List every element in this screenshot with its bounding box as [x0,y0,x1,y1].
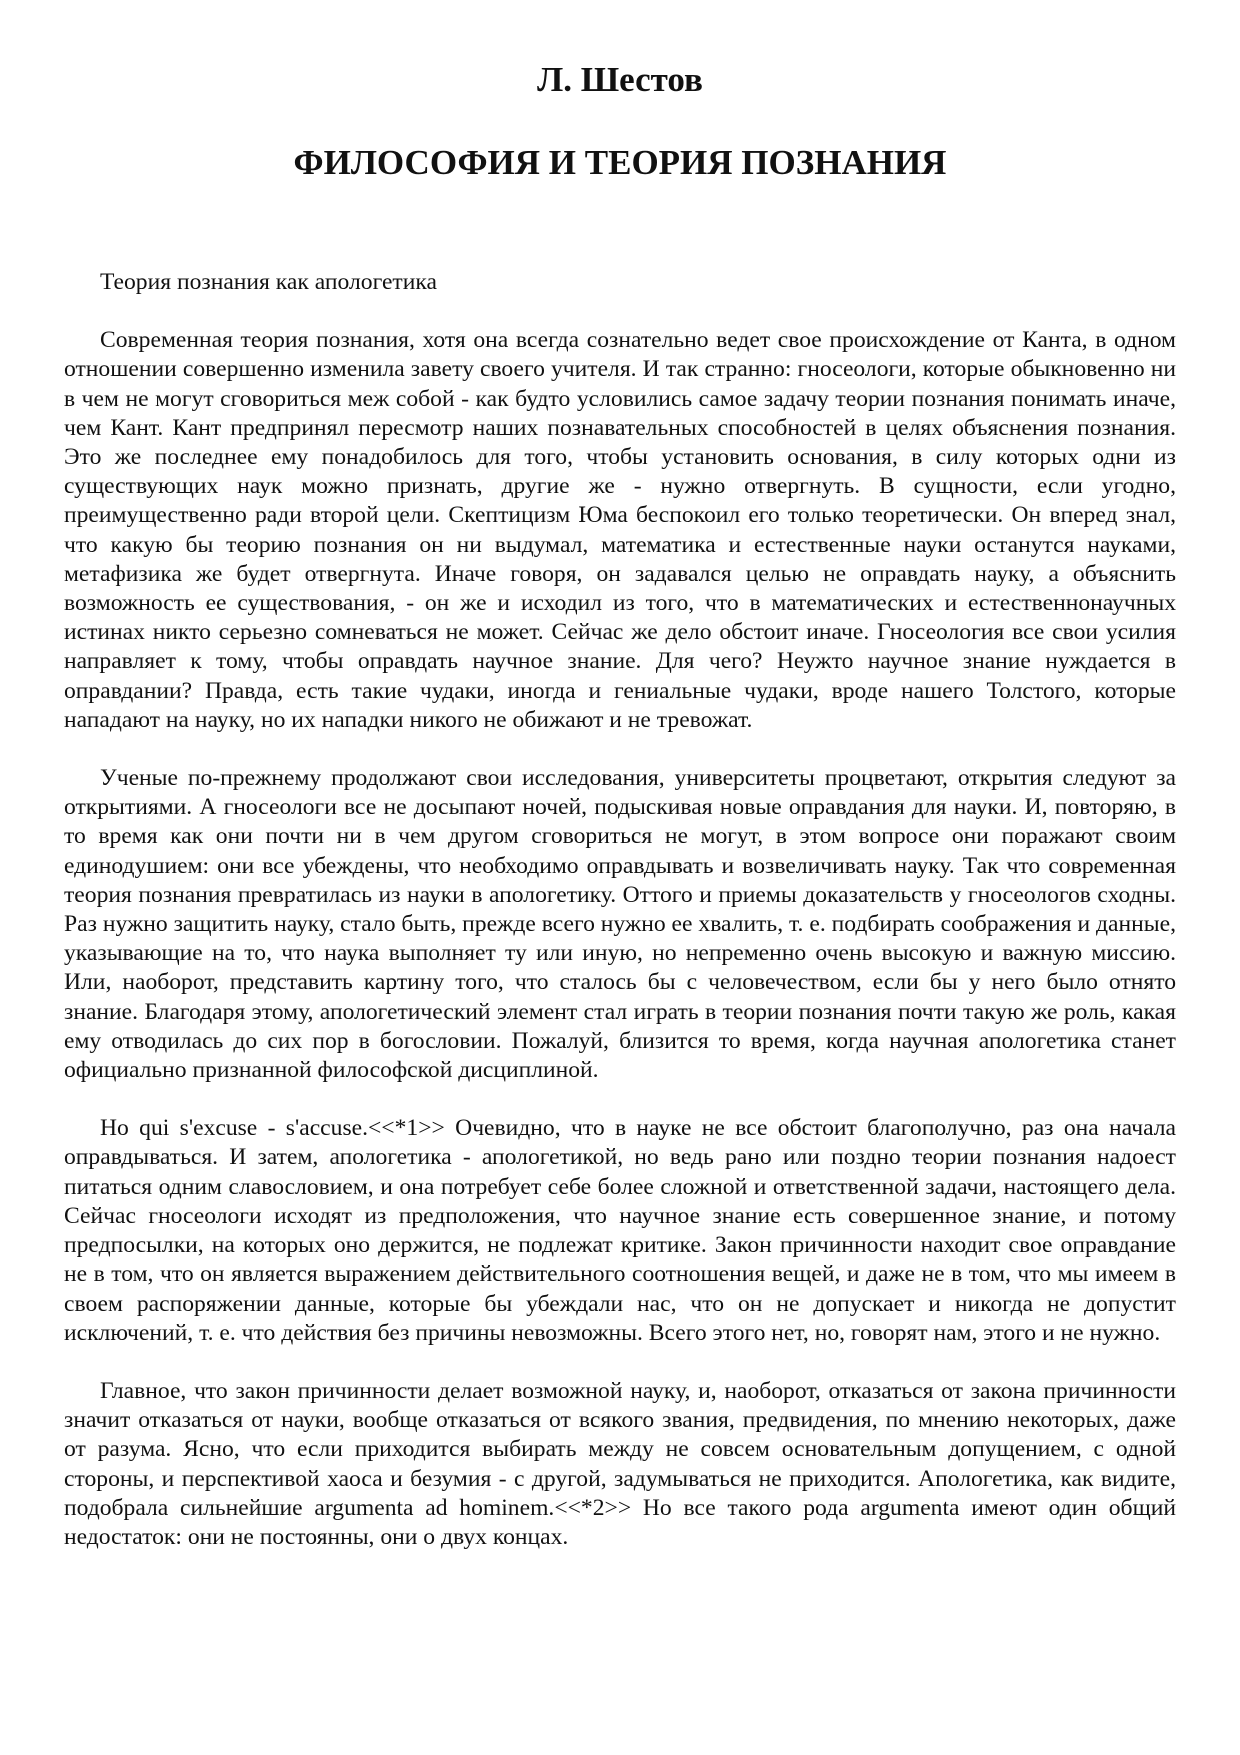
paragraph-2: Ученые по-прежнему продолжают свои исследования, университеты процветают, открытия следуют за открытиями. А гносеологи все не досыпают ночей, подыскивая новые оправдания для науки. И, повторяю, в то время как они почти ни в чем другом сговориться не могут, в этом вопросе они поражают своим единодушием: они все убеждены, что необходимо оправдывать и возвеличивать науку. Так что современная теория познания превратилась из науки в апологетику. Оттого и приемы доказательств у гносеологов сходны. Раз нужно защитить науку, стало быть, прежде всего нужно ее хвалить, т. е. подбирать соображения и данные, указывающие на то, что наука выполняет ту или иную, но непременно очень высокую и важную миссию. Или, наоборот, представить картину того, что сталось бы с человечеством, если бы у него было отнято знание. Благодаря этому, апологетический элемент стал играть в теории познания почти такую же роль, какая ему отводилась до сих пор в богословии. Пожалуй, близится то время, когда научная апологетика станет официально признанной философской дисциплиной. [64,765,1176,1084]
paragraph-3: Но qui s'excuse - s'accuse.<<*1>> Очевидно, что в науке не все обстоит благополучно, раз она начала оправдываться. И затем, апологетика - апологетикой, но ведь рано или поздно теории познания надоест питаться одним славословием, и она потребует себе более сложной и ответственной задачи, настоящего дела. Сейчас гносеологи исходят из предположения, что научное знание есть совершенное знание, и потому предпосылки, на которых оно держится, не подлежат критике. Закон причинности находит свое оправдание не в том, что он является выражением действительного соотношения вещей, и даже не в том, что мы имеем в своем распоряжении данные, которые бы убеждали нас, что он не допускает и никогда не допустит исключений, т. е. что действия без причины невозможны. Всего этого нет, но, говорят нам, этого и не нужно. [64,1115,1176,1346]
body-text [64,268,1176,1581]
paragraph-4: Главное, что закон причинности делает возможной науку, и, наоборот, отказаться от закона причинности значит отказаться от науки, вообще отказаться от всякого звания, предвидения, по мнению некоторых, даже от разума. Ясно, что если приходится выбирать между не совсем основательным допущением, с одной стороны, и перспективой хаоса и безумия - с другой, задумываться не приходится. Апологетика, как видите, подобрала сильнейшие argumenta ad hominem.<<*2>> Но все такого рода argumenta имеют один общий недостаток: они не постоянны, они о двух концах. [64,1377,1176,1550]
document-title: ФИЛОСОФИЯ И ТЕОРИЯ ПОЗНАНИЯ [293,143,947,182]
author-name: Л. Шестов [537,60,703,99]
section-subtitle: Теория познания как апологетика [100,269,437,295]
paragraph-1: Современная теория познания, хотя она всегда сознательно ведет свое происхождение от Канта, в одном отношении совершенно изменила завету своего учителя. И так странно: гносеологи, которые обыкновенно ни в чем не могут сговориться меж собой - как будто условились самое задачу теории познания понимать иначе, чем Кант. Кант предпринял пересмотр наших познавательных способностей в целях объяснения познания. Это же последнее ему понадобилось для того, чтобы установить основания, в силу которых одни из существующих наук можно признать, другие же - нужно отвергнуть. В сущности, если угодно, преимущественно ради второй цели. Скептицизм Юма беспокоил его только теоретически. Он вперед знал, что какую бы теорию познания он ни выдумал, математика и естественные науки останутся науками, метафизика же будет отвергнута. Иначе говоря, он задавался целью не оправдать науку, а объяснить возможность ее существования, - он же и исходил из того, что в математических и естественнонаучных истинах никто серьезно сомневаться не может. Сейчас же дело обстоит иначе. Гносеология все свои усилия направляет к тому, чтобы оправдать научное знание. Для чего? Неужто научное знание нуждается в оправдании? Правда, есть такие чудаки, иногда и гениальные чудаки, вроде нашего Толстого, которые нападают на науку, но их нападки никого не обижают и не тревожат. [64,327,1176,733]
